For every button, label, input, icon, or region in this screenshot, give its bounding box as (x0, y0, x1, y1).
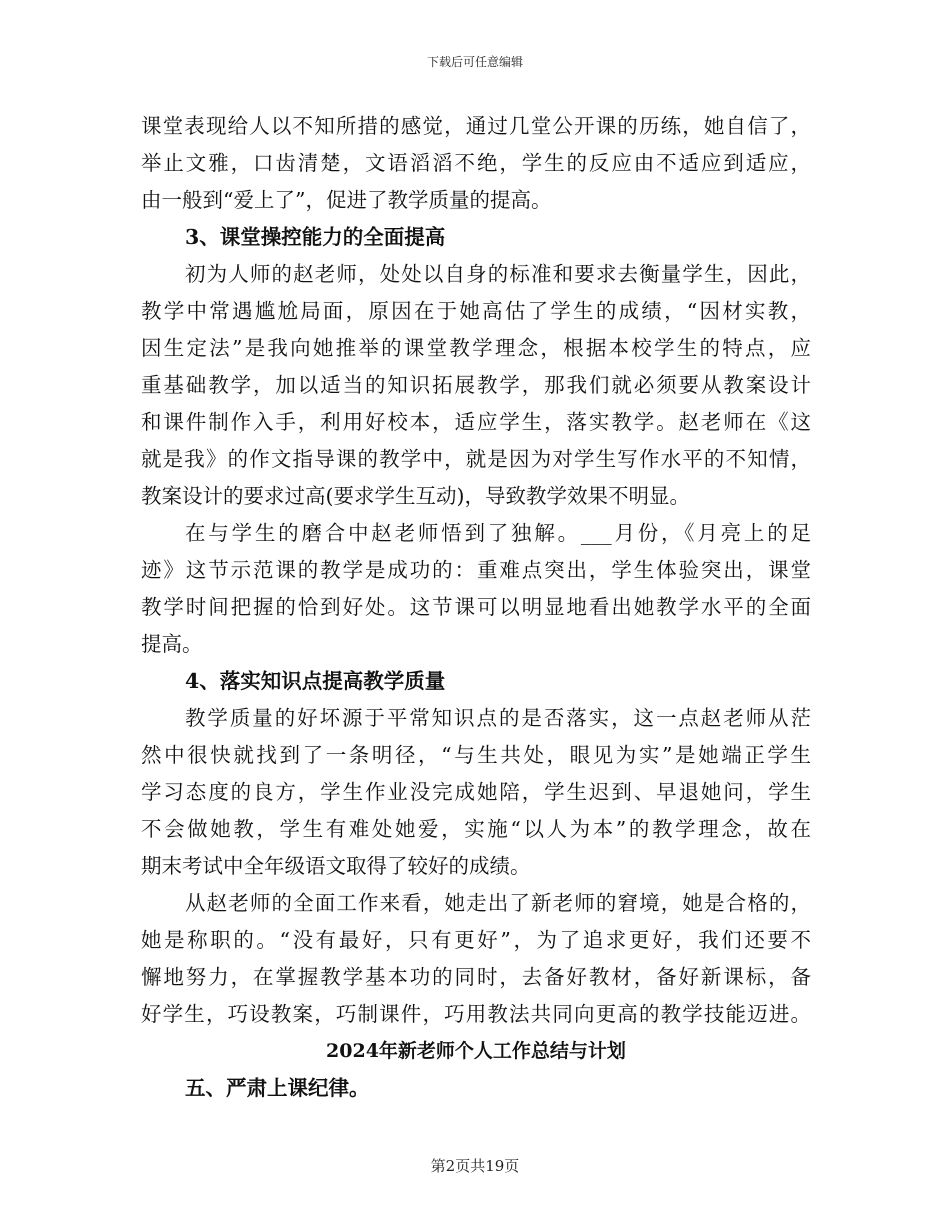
section-heading-5: 五、严肃上课纪律。 (185, 1076, 370, 1100)
paragraph-line: 教学中常遇尴尬局面，原因在于她高估了学生的成绩，“因材实教， (141, 299, 811, 323)
section-heading-3: 3、课堂操控能力的全面提高 (185, 225, 446, 249)
paragraph-line: 因生定法”是我向她推举的课堂教学理念，根据本校学生的特点，应 (141, 336, 811, 360)
paragraph-line: 就是我》的作文指导课的教学中，就是因为对学生写作水平的不知情， (141, 447, 811, 471)
paragraph-line: 她是称职的。“没有最好，只有更好”，为了追求更好，我们还要不 (141, 928, 811, 952)
paragraph-line: 提高。 (141, 632, 203, 656)
paragraph-line: 初为人师的赵老师，处处以自身的标准和要求去衡量学生，因此， (185, 262, 811, 286)
document-title: 2024年新老师个人工作总结与计划 (326, 1040, 626, 1062)
paragraph-line: 好学生，巧设教案，巧制课件，巧用教法共同向更高的教学技能迈进。 (141, 1002, 811, 1026)
paragraph-line: 教学质量的好坏源于平常知识点的是否落实，这一点赵老师从茫 (185, 706, 811, 730)
paragraph-line: 学习态度的良方，学生作业没完成她陪，学生迟到、早退她问，学生 (141, 780, 811, 804)
section-heading-4: 4、落实知识点提高教学质量 (185, 669, 446, 693)
paragraph-line: 和课件制作入手，利用好校本，适应学生，落实教学。赵老师在《这 (141, 410, 811, 434)
paragraph-line: 举止文雅，口齿清楚，文语滔滔不绝，学生的反应由不适应到适应， (141, 151, 811, 175)
paragraph-line: 教学时间把握的恰到好处。这节课可以明显地看出她教学水平的全面 (141, 595, 811, 619)
paragraph-line: 课堂表现给人以不知所措的感觉，通过几堂公开课的历练，她自信了， (141, 114, 811, 138)
paragraph-line: 迹》这节示范课的教学是成功的：重难点突出，学生体验突出，课堂 (141, 558, 811, 582)
paragraph-line: 在与学生的磨合中赵老师悟到了独解。___月份，《月亮上的足 (185, 521, 811, 545)
document-body (141, 108, 811, 1107)
paragraph-line: 然中很快就找到了一条明径，“与生共处，眼见为实”是她端正学生 (141, 743, 811, 767)
paragraph-line: 懈地努力，在掌握教学基本功的同时，去备好教材，备好新课标，备 (141, 965, 811, 989)
page-header: 下载后可任意编辑 (426, 55, 523, 69)
paragraph-line: 由一般到“爱上了”，促进了教学质量的提高。 (141, 188, 552, 212)
paragraph-line: 不会做她教，学生有难处她爱，实施“以人为本”的教学理念，故在 (141, 817, 811, 841)
paragraph-line: 教案设计的要求过高(要求学生互动)，导致教学效果不明显。 (141, 484, 690, 508)
paragraph-line: 从赵老师的全面工作来看，她走出了新老师的窘境，她是合格的， (185, 891, 811, 915)
paragraph-line: 期末考试中全年级语文取得了较好的成绩。 (141, 854, 531, 878)
paragraph-line: 重基础教学，加以适当的知识拓展教学，那我们就必须要从教案设计 (141, 373, 811, 397)
page-footer: 第2页共19页 (430, 1157, 520, 1175)
